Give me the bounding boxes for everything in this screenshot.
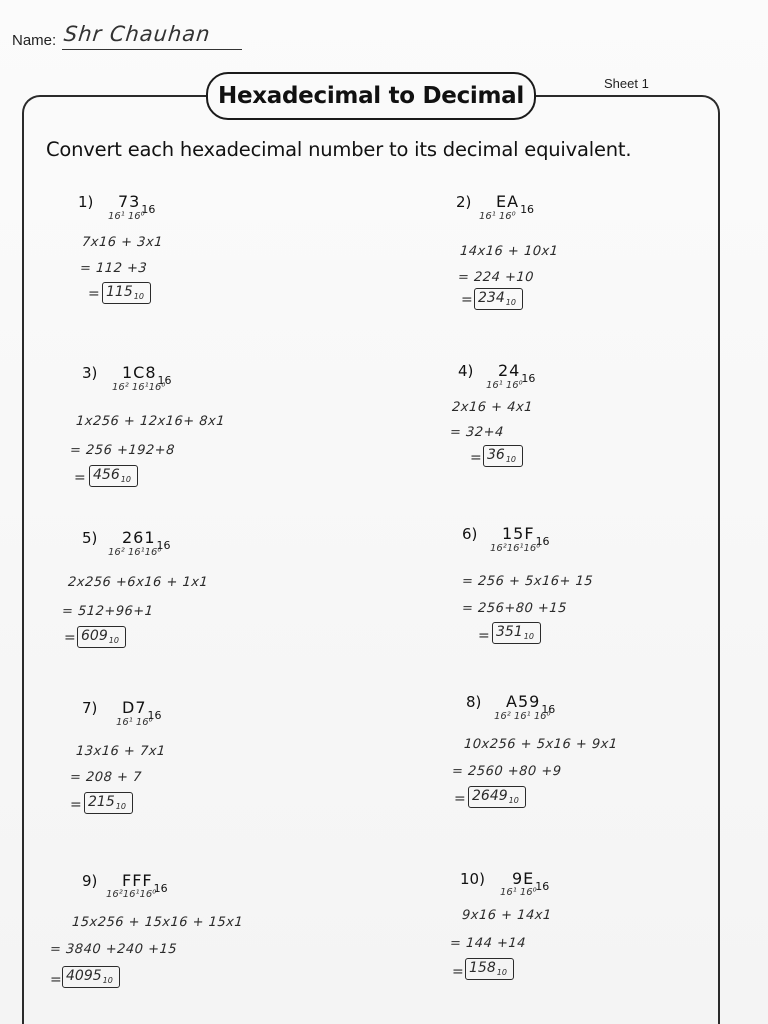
equals-mark: = [478,628,490,644]
answer-value: 609 [81,628,108,644]
answer-box [468,786,526,808]
place-value-powers: 16¹ 16⁰ [116,717,153,728]
hex-value: 24 [498,361,521,380]
answer-base: 10 [102,976,113,985]
work-step-2: = 224 +10 [457,270,535,285]
hex-base: 16 [521,372,536,385]
problem-number: 10) [460,870,485,888]
equals-mark: = [454,791,466,807]
equals-mark: = [88,286,100,302]
name-label: Name: [12,32,57,49]
hex-base: 16 [141,203,156,216]
answer-base: 10 [508,796,519,805]
equals-mark: = [50,972,62,988]
problem-number: 1) [78,193,94,211]
answer-box [84,792,133,814]
answer-value: 234 [478,290,505,306]
answer-box [474,288,523,310]
answer-value: 456 [93,467,120,483]
hex-base: 16 [147,709,162,722]
problem-4 [458,361,536,385]
answer-value: 158 [469,960,496,976]
work-step-1: 7x16 + 3x1 [81,235,164,250]
work-step-1: = 256 + 5x16+ 15 [461,574,594,589]
answer-base: 10 [120,475,131,484]
problem-number: 7) [82,699,98,717]
hex-base: 16 [541,703,556,716]
hex-base: 16 [520,203,535,216]
instructions: Convert each hexadecimal number to its decimal equivalent. [46,138,632,161]
hex-base: 16 [535,535,550,548]
hex-value: D7 [122,698,147,717]
work-step-1: 2x256 +6x16 + 1x1 [67,575,209,590]
work-step-1: 14x16 + 10x1 [459,244,559,259]
work-step-2: = 208 + 7 [69,770,143,785]
hex-value: EA [496,192,520,211]
answer-value: 215 [88,794,115,810]
answer-value: 351 [496,624,523,640]
student-name: Shr Chauhan [62,22,212,46]
problem-2 [456,192,535,216]
work-step-2: = 512+96+1 [61,604,154,619]
answer-base: 10 [496,968,507,977]
answer-value: 2649 [472,788,508,804]
sheet-label: Sheet 1 [604,76,649,91]
name-underline [62,49,242,50]
equals-mark: = [70,797,82,813]
work-step-2: = 112 +3 [79,261,148,276]
page-title: Hexadecimal to Decimal [218,83,524,109]
problem-number: 6) [462,525,478,543]
work-step-1: 10x256 + 5x16 + 9x1 [463,737,619,752]
hex-value: FFF [122,871,153,890]
answer-box [465,958,514,980]
problem-number: 2) [456,193,472,211]
problem-number: 8) [466,693,482,711]
hex-value: 15F [502,524,535,543]
work-step-1: 9x16 + 14x1 [461,908,553,923]
answer-value: 4095 [66,968,102,984]
place-value-powers: 16²16¹16⁰ [106,889,157,900]
work-step-2: = 144 +14 [449,936,527,951]
title-banner [206,72,536,120]
answer-box [102,282,151,304]
hex-base: 16 [157,374,172,387]
answer-box [62,966,120,988]
place-value-powers: 16¹ 16⁰ [486,380,523,391]
answer-base: 10 [115,802,126,811]
hex-value: 9E [512,869,535,888]
work-step-1: 15x256 + 15x16 + 15x1 [71,915,244,930]
problem-number: 5) [82,529,98,547]
hex-base: 16 [153,882,168,895]
place-value-powers: 16¹ 16⁰ [108,211,145,222]
place-value-powers: 16² 16¹16⁰ [108,547,162,558]
place-value-powers: 16¹ 16⁰ [500,887,537,898]
work-step-1: 13x16 + 7x1 [75,744,167,759]
problem-number: 4) [458,362,474,380]
answer-box [492,622,541,644]
answer-base: 10 [133,292,144,301]
problem-1 [78,192,156,216]
hex-base: 16 [156,539,171,552]
answer-box [77,626,126,648]
place-value-powers: 16² 16¹ 16⁰ [494,711,551,722]
work-step-2: = 32+4 [449,425,505,440]
place-value-powers: 16¹ 16⁰ [479,211,516,222]
place-value-powers: 16² 16¹16⁰ [112,382,166,393]
work-step-2: = 256+80 +15 [461,601,568,616]
place-value-powers: 16²16¹16⁰ [490,543,541,554]
work-step-2: = 256 +192+8 [69,443,176,458]
work-step-2: = 3840 +240 +15 [49,942,178,957]
problem-7 [82,698,162,722]
answer-base: 10 [505,298,516,307]
problem-number: 9) [82,872,98,890]
answer-base: 10 [108,636,119,645]
work-step-1: 2x16 + 4x1 [451,400,534,415]
equals-mark: = [470,450,482,466]
work-step-1: 1x256 + 12x16+ 8x1 [75,414,226,429]
hex-value: A59 [506,692,541,711]
problem-6 [462,524,550,548]
answer-base: 10 [523,632,534,641]
equals-mark: = [452,964,464,980]
answer-box [483,445,523,467]
equals-mark: = [74,470,86,486]
hex-base: 16 [535,880,550,893]
work-step-2: = 2560 +80 +9 [451,764,563,779]
problem-3 [82,363,172,387]
problem-8 [466,692,556,716]
equals-mark: = [461,292,473,308]
answer-value: 115 [106,284,133,300]
hex-value: 1C8 [122,363,157,382]
hex-value: 261 [122,528,156,547]
answer-base: 10 [505,455,517,464]
answer-box [89,465,138,487]
answer-value: 36 [487,447,505,463]
hex-value: 73 [118,192,141,211]
problem-5 [82,528,171,552]
equals-mark: = [64,630,76,646]
problem-number: 3) [82,364,98,382]
